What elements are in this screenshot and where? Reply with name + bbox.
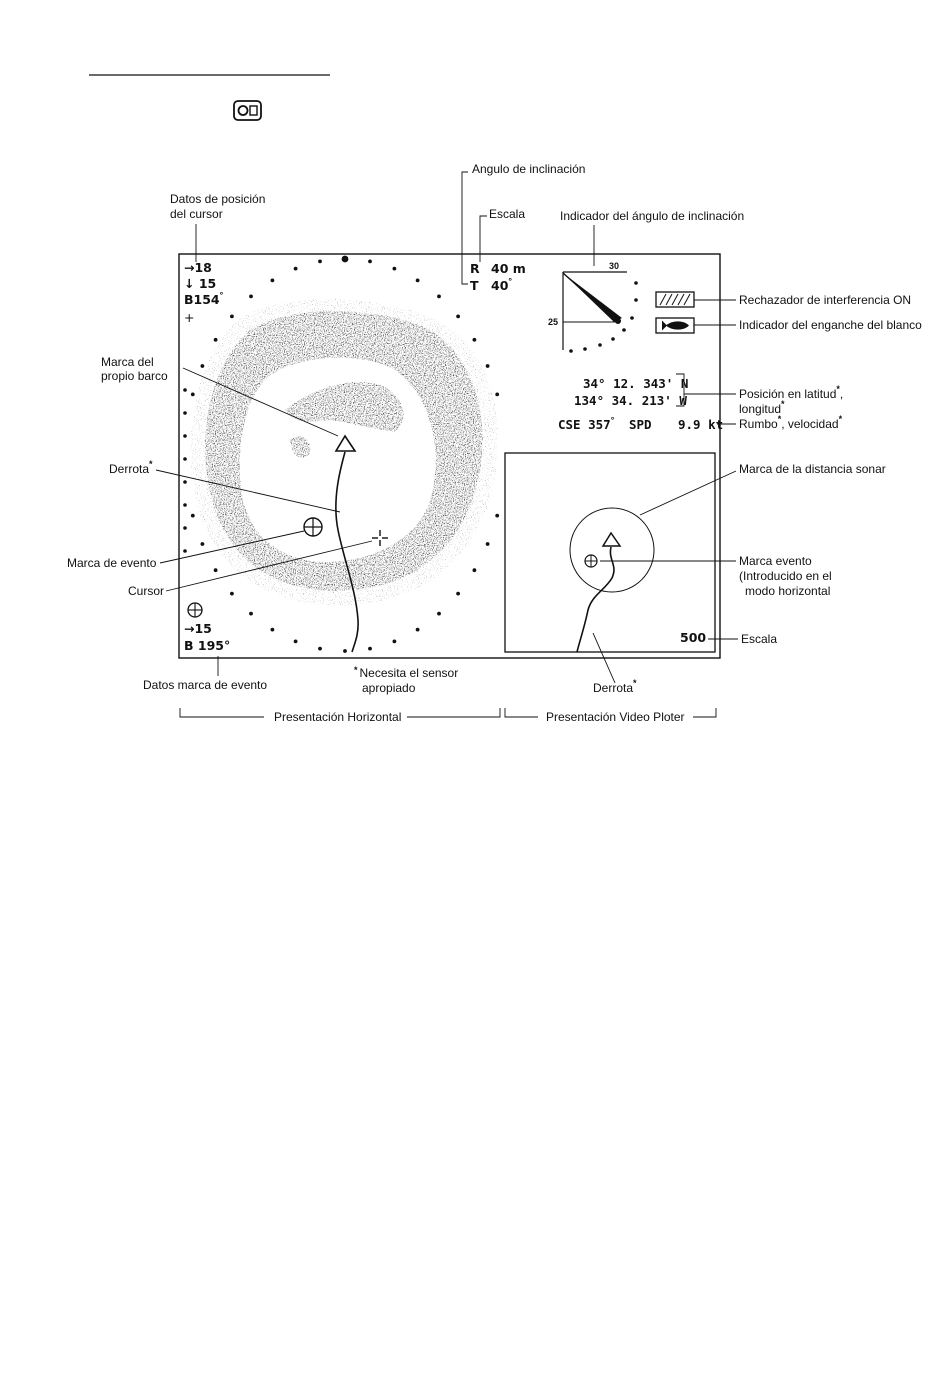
event-data-bearing: B 195°	[184, 638, 231, 653]
label-course-speed: Rumbo*, velocidad*	[739, 414, 843, 431]
tilt-side-value: 25	[548, 317, 559, 327]
range-dot	[368, 647, 372, 651]
range-dot	[294, 640, 298, 644]
range-dot	[294, 267, 298, 271]
range-dot	[495, 393, 499, 397]
event-data-mark-icon	[188, 603, 202, 617]
speed-label: SPD	[629, 417, 652, 432]
range-dot	[416, 279, 420, 283]
label-track-plotter: Derrota*	[593, 678, 637, 695]
label-needs-sensor-1: * Necesita el sensor	[354, 665, 459, 680]
range-dot	[271, 628, 275, 632]
label-event-mark-plotter-2: (Introducido en el	[739, 569, 832, 583]
range-dot	[486, 542, 490, 546]
range-value: 40 m	[491, 261, 526, 276]
cursor-data-bearing: B154°	[184, 290, 224, 307]
range-dot	[486, 364, 490, 368]
label-cursor-position-1: Datos de posición	[170, 192, 266, 206]
mode-key-icon	[234, 101, 261, 120]
label-event-mark-plotter-1: Marca evento	[739, 554, 812, 568]
target-lock-icon	[656, 318, 694, 333]
event-data-range: →15	[184, 621, 212, 636]
edge-dot	[183, 503, 187, 507]
plotter-event-mark-icon	[585, 555, 597, 567]
event-mark-icon	[304, 518, 322, 536]
edge-dot	[634, 298, 638, 302]
edge-dot	[598, 343, 602, 347]
range-label: R	[470, 261, 480, 276]
label-interference: Rechazador de interferencia ON	[739, 293, 912, 307]
range-dot	[473, 568, 477, 572]
edge-dot	[183, 549, 187, 553]
range-dot	[456, 315, 460, 319]
tilt-label: T	[470, 278, 479, 293]
edge-dot	[183, 457, 187, 461]
range-dot	[230, 315, 234, 319]
range-dot	[214, 338, 218, 342]
plotter-scale-value: 500	[680, 630, 707, 645]
label-scale-top: Escala	[489, 207, 526, 221]
tilt-value: 40°	[491, 276, 513, 293]
label-event-mark-plotter-3: modo horizontal	[745, 584, 831, 598]
range-dot	[495, 514, 499, 518]
range-dot	[437, 612, 441, 616]
edge-dot	[183, 480, 187, 484]
range-dot	[393, 267, 397, 271]
edge-dot	[634, 281, 638, 285]
label-cursor: Cursor	[128, 584, 165, 598]
label-event-mark: Marca de evento	[67, 556, 157, 570]
label-tilt-indicator: Indicador del ángulo de inclinación	[560, 209, 745, 223]
latitude-value: 34° 12. 343' N	[583, 376, 689, 391]
range-dot	[271, 279, 275, 283]
edge-dot	[622, 328, 626, 332]
range-dot	[437, 295, 441, 299]
range-dot	[473, 338, 477, 342]
range-dot	[343, 649, 347, 653]
edge-dot	[183, 526, 187, 530]
edge-dot	[569, 349, 573, 353]
range-dot	[230, 592, 234, 596]
range-dot	[249, 295, 253, 299]
label-cursor-position-2: del cursor	[170, 207, 223, 221]
label-needs-sensor-2: apropiado	[362, 681, 416, 695]
edge-dot	[183, 388, 187, 392]
range-dot	[201, 542, 205, 546]
cursor-data-range: →18	[184, 260, 212, 275]
range-dot	[191, 393, 195, 397]
edge-dot	[630, 316, 634, 320]
label-tilt-angle: Angulo de inclinación	[472, 162, 586, 176]
footer-horizontal: Presentación Horizontal	[274, 710, 402, 724]
footer-video-plotter: Presentación Video Ploter	[546, 710, 685, 724]
interference-rejector-icon	[656, 292, 694, 307]
edge-dot	[611, 337, 615, 341]
range-dot	[342, 256, 349, 263]
course-value: CSE 357°	[558, 415, 615, 432]
edge-dot	[583, 347, 587, 351]
label-event-data: Datos marca de evento	[143, 678, 268, 692]
label-track: Derrota*	[109, 459, 153, 476]
range-dot	[456, 592, 460, 596]
label-sonar-range: Marca de la distancia sonar	[739, 462, 886, 476]
range-dot	[214, 568, 218, 572]
cursor-data-depth: ↓ 15	[184, 276, 217, 291]
label-own-ship-1: Marca del	[101, 355, 154, 369]
range-dot	[318, 260, 322, 264]
speed-value: 9.9 kt	[678, 417, 724, 432]
label-latlon-1: Posición en latitud*,	[739, 384, 844, 401]
label-latlon-2: longitud*	[739, 399, 785, 416]
range-dot	[249, 612, 253, 616]
label-scale-bottom: Escala	[741, 632, 778, 646]
edge-dot	[183, 411, 187, 415]
range-dot	[201, 364, 205, 368]
edge-dot	[183, 434, 187, 438]
label-own-ship-2: propio barco	[101, 369, 168, 383]
range-dot	[368, 260, 372, 264]
range-dot	[318, 647, 322, 651]
longitude-value: 134° 34. 213' W	[574, 393, 687, 408]
range-dot	[191, 514, 195, 518]
label-target-lock: Indicador del enganche del blanco	[739, 318, 922, 332]
cursor-plus: +	[184, 310, 195, 325]
range-dot	[416, 628, 420, 632]
tilt-top-value: 30	[609, 261, 620, 271]
range-dot	[393, 640, 397, 644]
